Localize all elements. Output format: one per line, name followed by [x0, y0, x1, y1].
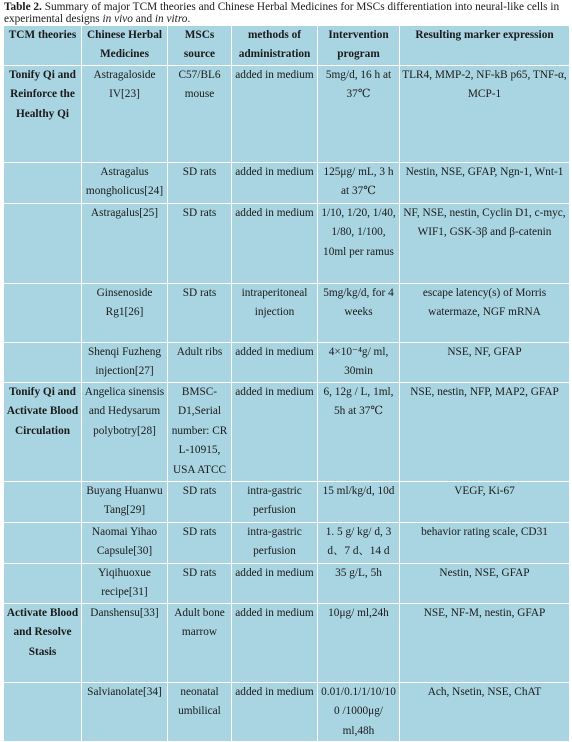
administration-cell: intra-gastric perfusion — [232, 523, 318, 564]
msc-source-cell: neonatal umbilical — [168, 683, 232, 742]
administration-cell: intra-gastric perfusion — [232, 482, 318, 523]
table-row — [4, 383, 570, 482]
administration-cell: intraperitoneal injection — [232, 284, 318, 343]
table-caption — [0, 0, 572, 25]
administration-cell: added in medium — [232, 683, 318, 742]
administration-cell: added in medium — [232, 163, 318, 204]
theory-cell — [4, 683, 82, 742]
table-row — [4, 66, 570, 163]
intervention-cell: 5mg/kg/d, for 4 weeks — [318, 284, 400, 343]
medicine-cell: Astragalus mongholicus[24] — [82, 163, 168, 204]
msc-source-cell: SD rats — [168, 523, 232, 564]
theory-cell: Activate Blood and Resolve Stasis — [4, 604, 82, 683]
intervention-cell: 1. 5 g/ kg/ d, 3 d、7 d、14 d — [318, 523, 400, 564]
caption-emphasis: in vitro — [154, 13, 188, 25]
administration-cell: added in medium — [232, 383, 318, 482]
marker-expression-cell: NSE, nestin, NFP, MAP2, GFAP — [400, 383, 570, 482]
msc-source-cell: BMSC-D1,Serial number: CR L-10915, USA ATCC — [168, 383, 232, 482]
table-row — [4, 343, 570, 383]
msc-source-cell: C57/BL6 mouse — [168, 66, 232, 163]
medicine-cell: Danshensu[33] — [82, 604, 168, 683]
marker-expression-cell: Nestin, NSE, GFAP, Ngn-1, Wnt-1 — [400, 163, 570, 204]
intervention-cell: 125μg/ mL, 3 h at 37℃ — [318, 163, 400, 204]
col-header-marker-expression: Resulting marker expression — [400, 26, 570, 66]
table-row — [4, 564, 570, 604]
col-header-msc-source: MSCs source — [168, 26, 232, 66]
msc-source-cell: SD rats — [168, 284, 232, 343]
medicine-cell: Angelica sinensis and Hedysarum polybotry[28] — [82, 383, 168, 482]
table-row — [4, 523, 570, 564]
medicine-cell: Salvianolate[34] — [82, 683, 168, 742]
theory-cell: Tonify Qi and Reinforce the Healthy Qi — [4, 66, 82, 163]
table-row — [4, 683, 570, 742]
theory-cell — [4, 482, 82, 523]
intervention-cell: 15 ml/kg/d, 10d — [318, 482, 400, 523]
marker-expression-cell: NSE, NF, GFAP — [400, 343, 570, 383]
msc-source-cell: Adult bone marrow — [168, 604, 232, 683]
marker-expression-cell: VEGF, Ki-67 — [400, 482, 570, 523]
medicine-cell: Astragalus[25] — [82, 204, 168, 284]
col-header-tcm-theories: TCM theories — [4, 26, 82, 66]
msc-source-cell: SD rats — [168, 163, 232, 204]
medicine-cell: Ginsenoside Rg1[26] — [82, 284, 168, 343]
theory-cell — [4, 284, 82, 343]
medicine-cell: Shenqi Fuzheng injection[27] — [82, 343, 168, 383]
intervention-cell: 5mg/d, 16 h at 37℃ — [318, 66, 400, 163]
theory-cell — [4, 564, 82, 604]
caption-text: and — [132, 13, 155, 25]
theory-cell — [4, 204, 82, 284]
tcm-msc-table — [3, 25, 570, 742]
header-row — [4, 26, 570, 66]
intervention-cell: 35 g/L, 5h — [318, 564, 400, 604]
col-header-medicines: Chinese Herbal Medicines — [82, 26, 168, 66]
theory-cell: Tonify Qi and Activate Blood Circulation — [4, 383, 82, 482]
medicine-cell: Naomai Yihao Capsule[30] — [82, 523, 168, 564]
marker-expression-cell: NF, NSE, nestin, Cyclin D1, c-myc, WIF1, GSK-3β and β-catenin — [400, 204, 570, 284]
table-row — [4, 284, 570, 343]
table-row — [4, 604, 570, 683]
marker-expression-cell: TLR4, MMP-2, NF-kB p65, TNF-α, MCP-1 — [400, 66, 570, 163]
administration-cell: added in medium — [232, 66, 318, 163]
medicine-cell: Buyang Huanwu Tang[29] — [82, 482, 168, 523]
col-header-intervention: Intervention program — [318, 26, 400, 66]
caption-text: Summary of major TCM theories and Chinese Herbal Medicines for MSCs differentiation into neural-like cells in experimental designs — [4, 1, 560, 25]
administration-cell: added in medium — [232, 343, 318, 383]
msc-source-cell: SD rats — [168, 482, 232, 523]
intervention-cell: 1/10, 1/20, 1/40, 1/80, 1/100, 10ml per ramus — [318, 204, 400, 284]
col-header-administration: methods of administration — [232, 26, 318, 66]
medicine-cell: Yiqihuoxue recipe[31] — [82, 564, 168, 604]
msc-source-cell: Adult ribs — [168, 343, 232, 383]
marker-expression-cell: Ach, Nsetin, NSE, ChAT — [400, 683, 570, 742]
table-body — [4, 66, 570, 742]
intervention-cell: 6, 12g / L, 1ml, 5h at 37℃ — [318, 383, 400, 482]
table-row — [4, 204, 570, 284]
theory-cell — [4, 523, 82, 564]
theory-cell — [4, 343, 82, 383]
intervention-cell: 4×10⁻⁴g/ ml, 30min — [318, 343, 400, 383]
marker-expression-cell: behavior rating scale, CD31 — [400, 523, 570, 564]
table-row — [4, 163, 570, 204]
marker-expression-cell: escape latency(s) of Morris watermaze, NGF mRNA — [400, 284, 570, 343]
marker-expression-cell: Nestin, NSE, GFAP — [400, 564, 570, 604]
msc-source-cell: SD rats — [168, 564, 232, 604]
medicine-cell: Astragaloside IV[23] — [82, 66, 168, 163]
msc-source-cell: SD rats — [168, 204, 232, 284]
intervention-cell: 0.01/0.1/1/10/100 /1000μg/ ml,48h — [318, 683, 400, 742]
intervention-cell: 10μg/ ml,24h — [318, 604, 400, 683]
administration-cell: added in medium — [232, 604, 318, 683]
caption-label: Table 2. — [4, 1, 42, 13]
caption-emphasis: in vivo — [102, 13, 133, 25]
table-row — [4, 482, 570, 523]
theory-cell — [4, 163, 82, 204]
administration-cell: added in medium — [232, 564, 318, 604]
marker-expression-cell: NSE, NF-M, nestin, GFAP — [400, 604, 570, 683]
administration-cell: added in medium — [232, 204, 318, 284]
caption-text: . — [187, 13, 191, 25]
